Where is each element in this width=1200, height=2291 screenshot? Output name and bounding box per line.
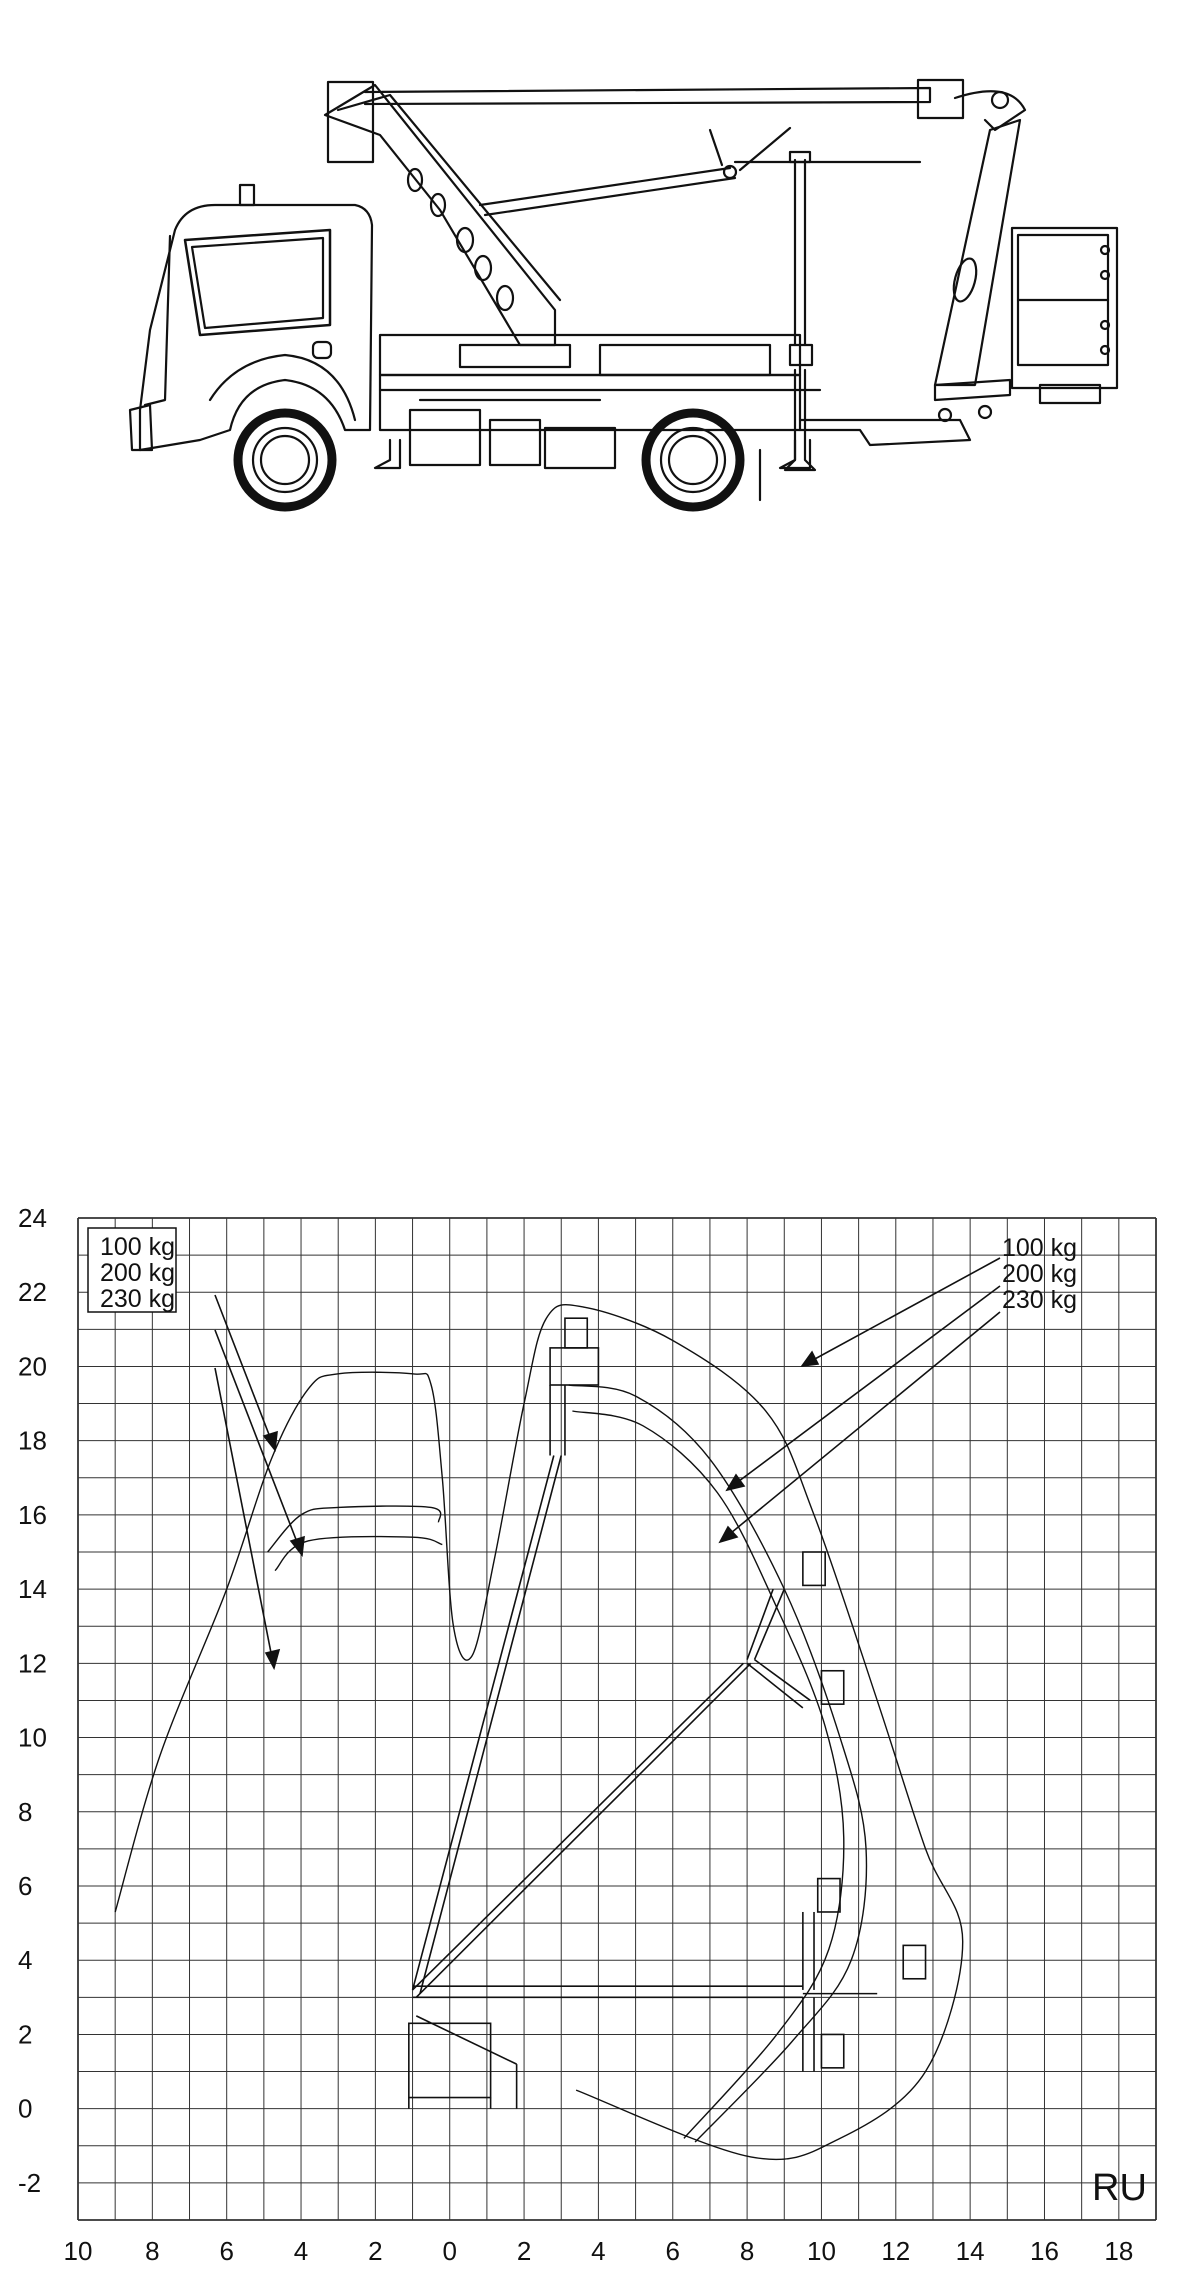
arrowhead-left-230kg: [266, 1650, 279, 1668]
right-legend-230kg: 230 kg: [1002, 1286, 1078, 1314]
basket-outline: [565, 1318, 587, 1348]
basket-outline: [903, 1945, 925, 1978]
right-legend-200kg: 200 kg: [1002, 1260, 1078, 1288]
arrow-right-200kg: [727, 1286, 1000, 1490]
truck-cab: [130, 185, 372, 450]
x-axis-ticks: [64, 2236, 1134, 2266]
y-tick-label: 12: [18, 1648, 47, 1679]
region-code-label: RU: [1092, 2167, 1147, 2209]
y-tick-label: 14: [18, 1574, 47, 1605]
x-tick-label: 8: [739, 2236, 755, 2266]
boom-segment: [755, 1660, 811, 1701]
x-tick-label: 4: [591, 2236, 606, 2266]
x-tick-label: 8: [145, 2236, 160, 2266]
x-tick-label: 2: [516, 2236, 532, 2266]
y-tick-label: -2: [18, 2167, 42, 2198]
x-tick-label: 10: [806, 2236, 836, 2266]
x-tick-label: 6: [665, 2236, 680, 2266]
aerial-boom: [325, 80, 1025, 470]
y-axis-ticks: [18, 1203, 47, 2198]
work-basket: [1012, 228, 1117, 403]
basket-outline: [821, 1671, 843, 1704]
arrowhead-right-200kg: [727, 1475, 744, 1490]
truck-side-view-drawing: [0, 0, 1200, 560]
y-tick-label: 0: [18, 2093, 33, 2124]
boom-segment: [416, 1663, 751, 1997]
y-tick-label: 22: [18, 1277, 47, 1308]
y-tick-label: 10: [18, 1722, 47, 1753]
y-tick-label: 18: [18, 1425, 47, 1456]
y-tick-label: 4: [18, 1945, 33, 1976]
working-range-diagram: [0, 1170, 1200, 2291]
left-legend-200kg: 200 kg: [100, 1259, 176, 1287]
right-legend-100kg: 100 kg: [1002, 1234, 1078, 1262]
y-tick-label: 16: [18, 1499, 47, 1530]
boom-segment: [413, 1663, 744, 1990]
x-tick-label: 0: [442, 2236, 457, 2266]
x-tick-label: 14: [955, 2236, 985, 2266]
boom-segment: [413, 1456, 554, 1990]
arrowhead-right-100kg: [802, 1352, 818, 1366]
arrow-left-200kg: [215, 1330, 302, 1555]
x-tick-label: 6: [219, 2236, 234, 2266]
x-tick-label: 10: [63, 2236, 93, 2266]
legend-arrows: [215, 1258, 1000, 1668]
y-tick-label: 20: [18, 1351, 47, 1382]
rear-wheel: [646, 413, 740, 507]
x-tick-label: 12: [881, 2236, 911, 2266]
x-tick-label: 16: [1030, 2236, 1059, 2266]
envelope-curve: [115, 1305, 963, 2160]
y-tick-label: 6: [18, 1871, 33, 1901]
x-tick-label: 2: [368, 2236, 383, 2266]
y-tick-label: 8: [18, 1796, 33, 1827]
arrow-left-100kg: [215, 1295, 275, 1450]
arrow-left-230kg: [215, 1368, 274, 1668]
x-tick-label: 4: [293, 2236, 309, 2266]
front-wheel: [238, 413, 332, 507]
y-tick-label: 24: [18, 1203, 47, 1233]
left-legend-100kg: 100 kg: [100, 1233, 176, 1261]
left-load-legend: [88, 1228, 176, 1313]
envelope-curves: [115, 1305, 963, 2160]
chart-grid: [78, 1218, 1156, 2220]
y-tick-label: 2: [18, 2019, 33, 2050]
left-legend-230kg: 230 kg: [100, 1285, 176, 1313]
basket-outline: [821, 2034, 843, 2067]
boom-segment: [747, 1663, 803, 1708]
x-tick-label: 18: [1104, 2236, 1134, 2266]
right-load-legend: [1002, 1234, 1077, 1314]
arrow-right-230kg: [720, 1312, 1000, 1542]
